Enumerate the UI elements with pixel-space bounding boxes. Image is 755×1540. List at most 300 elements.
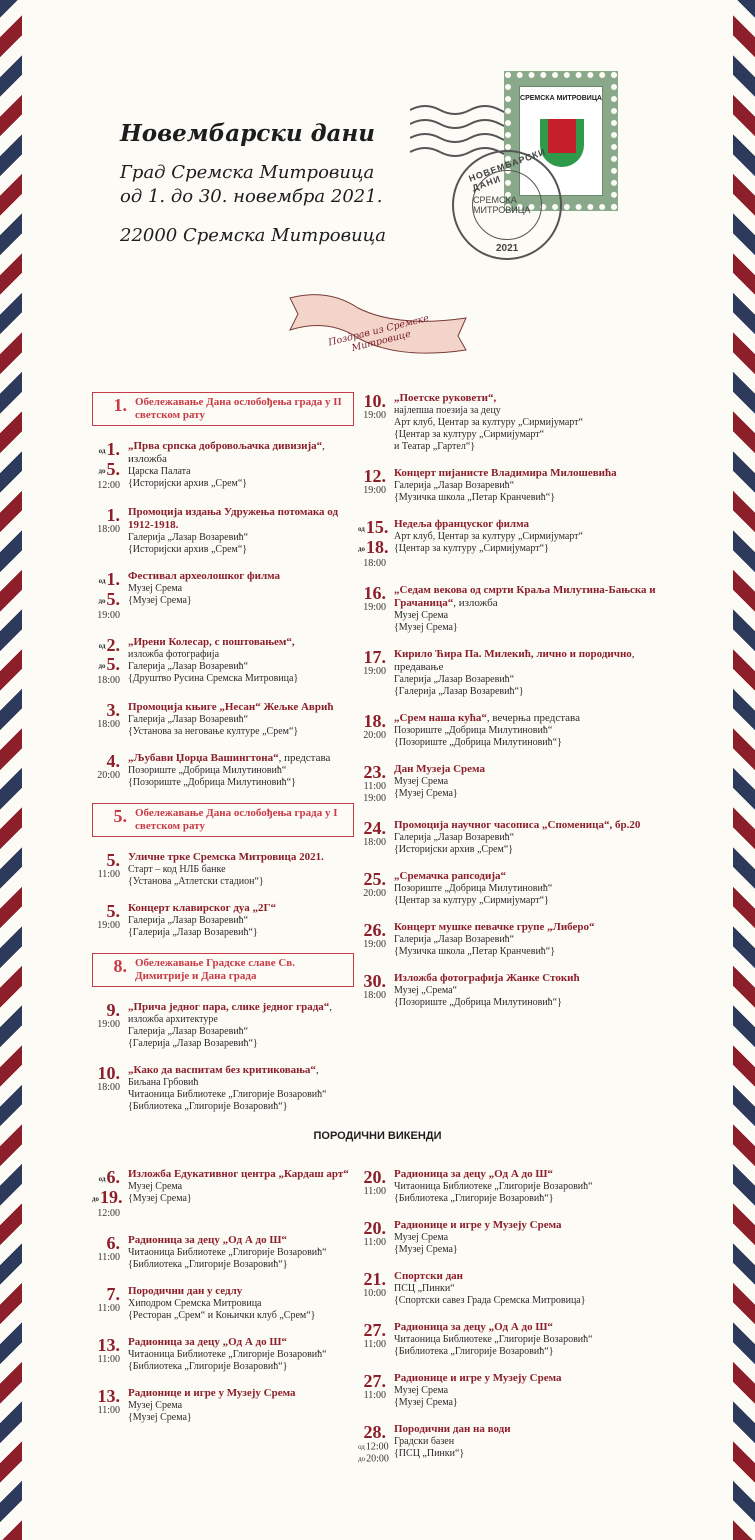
event-date	[358, 1219, 386, 1237]
date-number: 9.	[106, 1000, 120, 1021]
event-line: изложба архитектуре	[128, 1014, 218, 1026]
event-details	[390, 1321, 593, 1358]
event-details	[390, 921, 595, 958]
event-date-block	[92, 506, 124, 556]
event-title-text: Радионица за децу „Од А до Ш“	[394, 1168, 553, 1180]
time-value: 12:00	[97, 1207, 120, 1219]
event-date-block	[92, 701, 124, 738]
event-date-block	[92, 1064, 124, 1113]
event-date	[92, 570, 120, 590]
family-column-left	[92, 1168, 362, 1438]
date-number: 1.	[106, 568, 120, 589]
event-title	[135, 957, 347, 983]
event-item	[358, 467, 676, 504]
event-line: {Ресторан „Срем“ и Коњички клуб „Срем“}	[128, 1309, 316, 1321]
date-number: 20.	[363, 1218, 386, 1238]
event-date	[92, 1001, 120, 1019]
events-column-left	[92, 392, 354, 1127]
time-value: 18:00	[97, 719, 120, 731]
header-dates: од 1. до 30. новембра 2021.	[120, 186, 383, 207]
event-line: најлепша поезија за децу	[394, 405, 501, 416]
event-item	[92, 752, 354, 789]
event-details	[124, 1234, 327, 1271]
do-label: до	[358, 1455, 366, 1464]
event-date	[92, 440, 120, 460]
event-details	[131, 957, 347, 983]
event-date	[358, 1270, 386, 1288]
date-number: 25.	[363, 868, 386, 889]
event-date	[92, 701, 120, 719]
event-title-text: Изложба Едукативног центра „Кардаш арт“	[128, 1168, 349, 1180]
event-details	[390, 518, 583, 570]
event-details	[124, 1064, 327, 1113]
event-line: {Историјски архив „Срем“}	[128, 478, 248, 489]
event-item	[358, 1168, 676, 1205]
event-line: {Музеј Срема}	[128, 1193, 192, 1204]
time-value: 19:00	[363, 601, 386, 613]
event-details	[124, 506, 354, 556]
event-line: Галерија „Лазар Возаревић“	[394, 480, 515, 491]
event-date	[358, 870, 386, 888]
event-item	[92, 440, 354, 492]
event-line: {Центар за културу „Сирмијумарт“	[394, 429, 545, 440]
event-date	[92, 1168, 120, 1188]
event-time	[92, 524, 120, 536]
event-line: Биљана Грбовић	[128, 1077, 199, 1089]
event-title	[128, 506, 354, 532]
event-date	[358, 712, 386, 730]
date-number: 30.	[363, 970, 386, 991]
event-line: Градски базен	[394, 1436, 455, 1447]
event-line: Царска Палата	[128, 466, 191, 477]
event-date	[92, 636, 120, 656]
event-item	[92, 506, 354, 556]
event-date	[358, 1423, 386, 1441]
time-value: 19:00	[363, 665, 386, 677]
event-line: Читаоница Библиотеке „Глигорије Возаровић“	[128, 1348, 327, 1360]
event-date	[358, 1372, 386, 1390]
event-line: Галерија „Лазар Возаревић“	[394, 933, 515, 945]
event-item	[92, 1387, 362, 1424]
event-date-block	[358, 1423, 390, 1466]
event-line: {Позориште „Добрица Милутиновић“}	[394, 996, 562, 1008]
time-value: 12:00	[97, 479, 120, 491]
event-details	[390, 392, 583, 453]
event-line: Читаоница Библиотеке „Глигорије Возаровић“	[394, 1181, 593, 1192]
time-value: 11:00	[97, 1404, 120, 1416]
event-title	[394, 518, 583, 531]
event-title	[394, 1168, 593, 1181]
event-date-end	[92, 1186, 123, 1208]
event-line: {Музичка школа „Петар Кранчевић“}	[394, 492, 556, 503]
event-line: и Театар „Гартел“}	[394, 441, 476, 452]
event-line: Музеј Срема	[128, 1399, 183, 1411]
time-value: 11:00	[363, 1186, 386, 1197]
event-time	[358, 939, 386, 951]
event-details	[390, 712, 580, 749]
event-date	[92, 1336, 120, 1354]
event-details	[124, 902, 276, 939]
event-date-block	[92, 570, 124, 622]
event-item	[358, 819, 676, 856]
event-title-text: Изложба фотографија Жанке Стокић	[394, 971, 580, 984]
event-line: Арт клуб, Центар за културу „Сирмијумарт“	[394, 417, 583, 428]
event-line: Музеј Срема	[128, 1181, 183, 1192]
event-details	[390, 870, 552, 907]
event-line: {Музеј Срема}	[394, 1397, 458, 1408]
date-number-end: 18.	[366, 536, 389, 557]
event-date-end	[92, 590, 120, 610]
event-date-block	[99, 807, 131, 833]
event-title	[128, 636, 298, 649]
time-value: 11:00	[97, 869, 120, 881]
event-line: {Установа за неговање културе „Срем“}	[128, 726, 299, 738]
date-number: 20.	[363, 1167, 386, 1187]
event-title	[128, 851, 324, 864]
event-details	[390, 819, 640, 856]
time-value: 19:00	[363, 938, 386, 950]
event-item	[358, 518, 676, 570]
event-title	[128, 1064, 327, 1077]
od-label: од	[98, 642, 106, 651]
event-title-text: „Срем наша кућа“	[394, 711, 487, 724]
event-time	[358, 558, 386, 570]
event-time	[92, 719, 120, 731]
event-details	[124, 636, 298, 688]
event-line: {Библиотека „Глигорије Возаровић“}	[128, 1101, 288, 1113]
event-title	[128, 570, 280, 583]
date-number: 8.	[113, 956, 127, 977]
event-item	[358, 921, 676, 958]
event-date	[92, 1285, 120, 1303]
date-number: 7.	[106, 1283, 120, 1304]
event-date-block	[358, 1372, 390, 1409]
event-title	[128, 1336, 327, 1349]
event-date-block	[92, 1168, 124, 1220]
event-line: {Музеј Срема}	[394, 1244, 458, 1255]
event-title	[394, 467, 617, 480]
event-date	[99, 807, 127, 825]
event-title-text: Уличне трке Сремска Митровица 2021.	[128, 851, 324, 864]
event-line: Читаоница Библиотеке „Глигорије Возаровић“	[128, 1246, 327, 1258]
event-details	[124, 1336, 327, 1373]
time-value: 11:00	[97, 1353, 120, 1365]
event-title-suffix: ,	[315, 1064, 319, 1077]
event-item	[358, 1219, 676, 1256]
event-date	[358, 921, 386, 939]
event-time	[92, 869, 120, 881]
event-details	[124, 1387, 296, 1424]
event-details	[124, 701, 333, 738]
event-time	[92, 1082, 120, 1094]
event-date-block	[358, 819, 390, 856]
event-time	[92, 920, 120, 932]
time-value: 11:00	[363, 1339, 386, 1350]
event-date-block	[99, 957, 131, 983]
event-title	[394, 921, 595, 934]
event-details	[390, 1423, 511, 1466]
event-title	[128, 902, 276, 915]
event-title-text: Промоција издања Удружења потомака од 1912-1918.	[128, 505, 339, 531]
event-item	[358, 584, 676, 634]
event-date	[358, 972, 386, 990]
event-item	[358, 870, 676, 907]
highlight-event	[92, 803, 354, 837]
event-time	[358, 410, 386, 422]
family-column-right	[358, 1168, 676, 1480]
event-line: {Друштво Русина Сремска Митровица}	[128, 672, 299, 684]
event-date	[92, 1234, 120, 1252]
event-item	[358, 1423, 676, 1466]
header-city: Град Сремска Митровица	[120, 162, 375, 183]
event-item	[92, 851, 354, 888]
time-value: 18:00	[363, 557, 386, 569]
event-date-block	[358, 972, 390, 1009]
event-title	[394, 1372, 562, 1385]
event-time	[358, 1390, 386, 1402]
event-title-text: „Ирени Колесар, с поштовањем“,	[128, 635, 295, 648]
event-date-block	[358, 467, 390, 504]
time-value: 18:00	[97, 675, 120, 687]
event-time	[92, 1405, 120, 1417]
event-line: {Историјски архив „Срем“}	[128, 543, 248, 555]
do-label: до	[98, 662, 106, 671]
event-line: Музеј „Срема“	[394, 984, 457, 996]
event-item	[358, 392, 676, 453]
event-title	[128, 1001, 332, 1014]
event-title	[394, 392, 583, 405]
event-line: {Музеј Срема}	[128, 1411, 192, 1423]
date-number: 13.	[97, 1385, 120, 1406]
time-value: 11:00	[97, 1251, 120, 1263]
event-date	[358, 392, 386, 410]
event-time	[92, 1303, 120, 1315]
event-time-2	[358, 793, 386, 805]
event-line: {Музеј Срема}	[394, 621, 458, 633]
event-line: Музеј Срема	[394, 775, 449, 787]
event-item	[358, 1270, 676, 1307]
event-date	[92, 902, 120, 920]
event-title-text: Радионица за децу „Од А до Ш“	[128, 1335, 287, 1348]
date-number-end: 5.	[106, 654, 120, 675]
time-value: 19:00	[97, 1019, 120, 1031]
ribbon-text: Поздрав из Сремске Митровице	[327, 312, 431, 354]
stamp-city: СРЕМСКА МИТРОВИЦА	[520, 95, 602, 102]
date-number: 12.	[363, 466, 386, 486]
event-line: Позориште „Добрица Милутиновић“	[128, 765, 287, 777]
event-date	[358, 467, 386, 485]
time-value: 19:00	[97, 609, 120, 621]
event-title-text: Обележавање Дана ослобођења града у II светском рату	[135, 396, 342, 421]
event-date-end	[92, 655, 120, 675]
date-number: 1.	[113, 395, 127, 415]
event-title-text: Недеља француског филма	[394, 518, 529, 530]
event-item	[92, 1064, 354, 1113]
event-date	[358, 648, 386, 666]
event-line: {Музичка школа „Петар Кранчевић“}	[394, 945, 556, 957]
event-date-block	[358, 518, 390, 570]
event-date-block	[358, 1168, 390, 1205]
event-date	[99, 957, 127, 975]
event-title-text: Промоција научног часописа „Споменица“, бр.20	[394, 818, 641, 831]
event-title-text: „Сремачка рапсодија“	[394, 869, 506, 882]
event-title	[128, 440, 354, 466]
event-details	[124, 1285, 315, 1322]
do-label: до	[98, 596, 106, 605]
event-date	[92, 851, 120, 869]
event-details	[390, 763, 485, 805]
date-number: 3.	[106, 700, 120, 721]
event-title-suffix: , представа	[278, 752, 331, 765]
event-line: Музеј Срема	[394, 609, 449, 621]
event-time	[358, 888, 386, 900]
date-number: 16.	[363, 582, 386, 603]
event-time	[358, 1237, 386, 1249]
event-title-suffix: , изложба	[453, 596, 498, 609]
event-title	[394, 584, 676, 610]
event-line: Галерија „Лазар Возаревић“	[128, 1026, 249, 1038]
event-time	[358, 730, 386, 742]
date-number-end: 5.	[106, 458, 120, 479]
time-value: 11:00	[363, 1390, 386, 1401]
event-title	[394, 1423, 511, 1436]
event-date	[92, 752, 120, 770]
event-line: Галерија „Лазар Возаревић“	[128, 714, 249, 726]
event-time-2	[358, 1453, 389, 1465]
event-time	[358, 485, 386, 497]
event-item	[92, 1168, 362, 1220]
event-title	[128, 701, 333, 714]
event-line: {Центар за културу „Сирмијумарт“}	[394, 543, 549, 554]
event-date-end	[358, 536, 389, 558]
date-number: 5.	[106, 850, 120, 871]
postmark-year: 2021	[496, 243, 519, 254]
event-item	[92, 636, 354, 688]
date-number: 1.	[106, 439, 120, 459]
event-title-text: Концерт пијанисте Владимира Милошевића	[394, 467, 617, 479]
event-date-block	[358, 1270, 390, 1307]
event-date-block	[92, 851, 124, 888]
date-number: 2.	[106, 634, 120, 655]
event-title-suffix: ,	[329, 1001, 333, 1014]
date-number: 26.	[363, 919, 386, 940]
event-title-text: Концерт мушке певачке групе „Либеро“	[394, 920, 595, 933]
event-title-text: Породични дан на води	[394, 1423, 511, 1435]
event-date-block	[99, 396, 131, 422]
time-value: 20:00	[97, 770, 120, 782]
time-value: 19:00	[97, 920, 120, 932]
time-value: 20:00	[363, 729, 386, 741]
event-item	[358, 1372, 676, 1409]
event-details	[390, 1270, 586, 1307]
event-line: {Библиотека „Глигорије Возаровић“}	[128, 1258, 288, 1270]
event-title	[394, 972, 580, 985]
event-title-text: Радионица за децу „Од А до Ш“	[128, 1233, 287, 1246]
event-details	[124, 1001, 332, 1050]
event-details	[124, 851, 324, 888]
od-label: од	[98, 576, 106, 585]
event-title-text: Радионице и игре у Музеју Срема	[394, 1219, 562, 1231]
event-details	[390, 1372, 562, 1409]
event-date-block	[92, 1336, 124, 1373]
event-title-text: Радионице и игре у Музеју Срема	[394, 1372, 562, 1384]
event-title-text: Обележавање Дана ослобођења града у I светском рату	[135, 807, 338, 833]
highlight-event	[92, 392, 354, 426]
event-time	[92, 1019, 120, 1031]
event-date-block	[358, 763, 390, 805]
event-date-block	[92, 1387, 124, 1424]
event-item	[92, 570, 354, 622]
event-date	[92, 1064, 120, 1082]
postmark-ring-text: НОВЕМБАРСКИ ДАНИ	[467, 146, 548, 194]
event-details	[390, 467, 617, 504]
time-value: 19:00	[363, 485, 386, 496]
od-label: од	[358, 524, 365, 533]
event-date-block	[358, 648, 390, 698]
event-date	[358, 584, 386, 602]
event-date	[358, 1168, 386, 1186]
event-date-block	[358, 1321, 390, 1358]
date-number: 6.	[106, 1232, 120, 1253]
event-line: {Позориште „Добрица Милутиновић“}	[128, 777, 296, 789]
event-line: {Галерија „Лазар Возаревић“}	[394, 685, 524, 697]
event-item	[92, 902, 354, 939]
event-title-text: „Љубави Џорџа Вашингтона“	[128, 752, 279, 765]
event-details	[131, 396, 347, 422]
time-value: 11:00	[97, 1302, 120, 1314]
event-date-block	[92, 752, 124, 789]
event-title-suffix: , предавање	[394, 647, 635, 673]
event-title	[128, 1387, 296, 1400]
event-item	[358, 763, 676, 805]
event-date-block	[92, 440, 124, 492]
page-title: Новембарски дани	[120, 120, 375, 147]
date-number: 1.	[106, 504, 120, 525]
event-title-text: Дан Музеја Срема	[394, 762, 485, 775]
event-item	[358, 648, 676, 698]
event-item	[92, 701, 354, 738]
event-title	[394, 1219, 562, 1232]
postmark-center: СРЕМСКА МИТРОВИЦА	[472, 170, 542, 240]
event-line: {Галерија „Лазар Возаревић“}	[128, 927, 258, 939]
date-number: 10.	[97, 1063, 120, 1084]
event-details	[124, 752, 330, 789]
event-line: {Музеј Срема}	[394, 787, 458, 799]
section-title-family-weekends: ПОРОДИЧНИ ВИКЕНДИ	[313, 1130, 442, 1142]
event-title	[394, 1270, 586, 1283]
event-line: ПСЦ „Пинки“	[394, 1283, 455, 1294]
event-date	[92, 1387, 120, 1405]
time-value: 18:00	[363, 836, 386, 848]
date-number: 6.	[106, 1167, 120, 1187]
event-line: Читаоница Библиотеке „Глигорије Возаровић“	[394, 1334, 593, 1345]
event-title	[128, 1234, 327, 1247]
event-date-block	[92, 1285, 124, 1322]
time-value: 12:00	[365, 1441, 389, 1453]
date-number: 27.	[363, 1320, 386, 1340]
event-line: Музеј Срема	[128, 582, 183, 594]
event-details	[390, 648, 676, 698]
event-line: Галерија „Лазар Возаревић“	[394, 673, 515, 685]
event-line: Позориште „Добрица Милутиновић“	[394, 882, 553, 894]
event-item	[358, 712, 676, 749]
event-details	[124, 440, 354, 492]
event-title-text: „Седам векова од смрти Краља Милутина-Бањска и Грачаница“	[394, 583, 656, 609]
event-title-text: Промоција књиге „Несан“ Жељке Аврић	[128, 701, 334, 714]
date-number: 28.	[363, 1422, 386, 1442]
airmail-border-right	[733, 0, 755, 1540]
event-line: Старт – код НЛБ банке	[128, 864, 226, 876]
